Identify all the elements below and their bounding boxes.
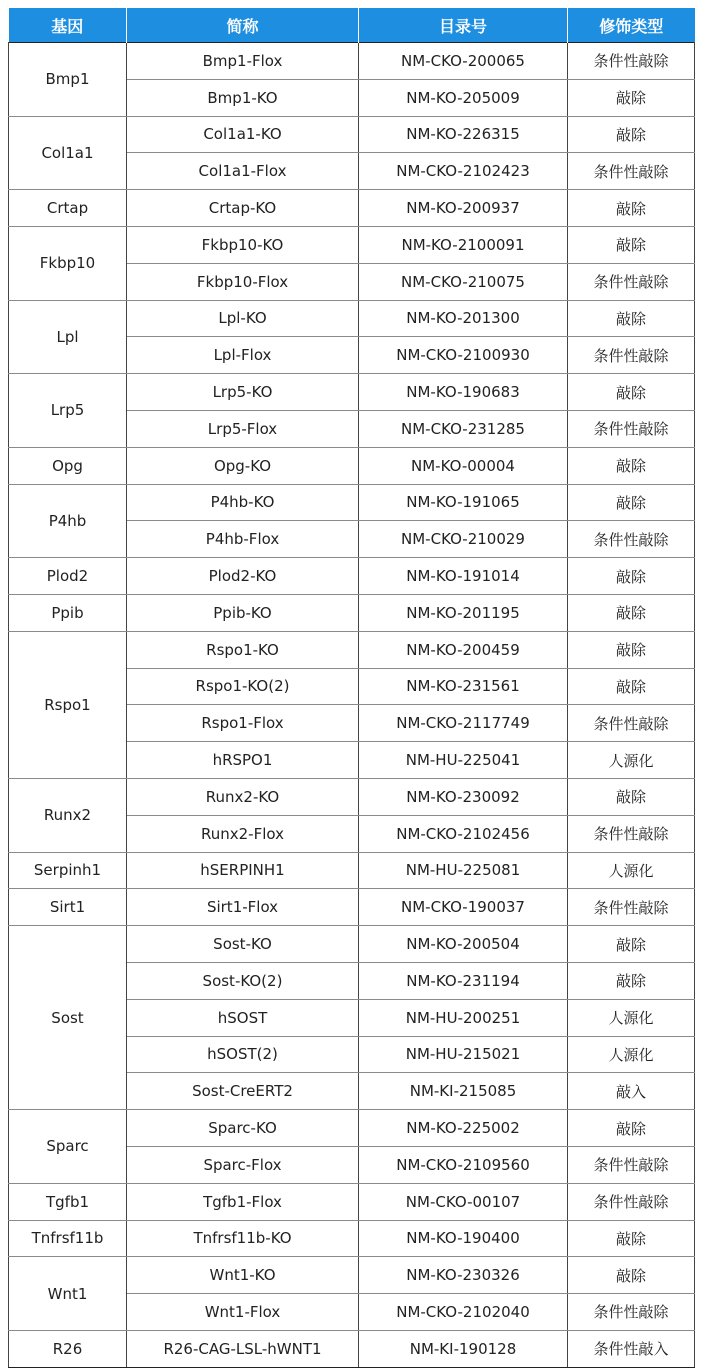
modification-type-cell: 敲除 <box>568 300 695 337</box>
gene-cell: Plod2 <box>9 558 127 595</box>
modification-type-cell: 敲除 <box>568 594 695 631</box>
table-row <box>9 778 695 815</box>
modification-type-cell: 人源化 <box>568 852 695 889</box>
modification-type-cell: 条件性敲除 <box>568 1146 695 1183</box>
modification-type-cell: 敲除 <box>568 79 695 116</box>
modification-type-cell: 条件性敲除 <box>568 889 695 926</box>
gene-cell: P4hb <box>9 484 127 558</box>
gene-cell: Sparc <box>9 1110 127 1184</box>
table-row <box>9 116 695 153</box>
catalog-number-cell: NM-KI-215085 <box>359 1073 568 1110</box>
table-row <box>9 1183 695 1220</box>
modification-type-cell: 条件性敲除 <box>568 337 695 374</box>
modification-type-cell: 人源化 <box>568 999 695 1036</box>
modification-type-cell: 敲除 <box>568 116 695 153</box>
table-row <box>9 558 695 595</box>
catalog-number-cell: NM-KO-200937 <box>359 190 568 227</box>
header-short-name: 简称 <box>127 8 359 43</box>
gene-cell: Runx2 <box>9 778 127 852</box>
gene-cell: Ppib <box>9 594 127 631</box>
modification-type-cell: 敲除 <box>568 668 695 705</box>
modification-type-cell: 条件性敲除 <box>568 705 695 742</box>
modification-type-cell: 敲除 <box>568 1110 695 1147</box>
short-name-cell: Opg-KO <box>127 447 359 484</box>
mouse-model-table <box>8 8 695 1368</box>
short-name-cell: Runx2-KO <box>127 778 359 815</box>
modification-type-cell: 条件性敲除 <box>568 43 695 80</box>
catalog-number-cell: NM-KO-230092 <box>359 778 568 815</box>
catalog-number-cell: NM-KO-201300 <box>359 300 568 337</box>
gene-cell: R26 <box>9 1330 127 1367</box>
short-name-cell: Wnt1-Flox <box>127 1294 359 1331</box>
catalog-number-cell: NM-CKO-231285 <box>359 410 568 447</box>
short-name-cell: Fkbp10-KO <box>127 226 359 263</box>
modification-type-cell: 敲除 <box>568 1220 695 1257</box>
catalog-number-cell: NM-KO-230326 <box>359 1257 568 1294</box>
gene-cell: Col1a1 <box>9 116 127 190</box>
modification-type-cell: 人源化 <box>568 1036 695 1073</box>
modification-type-cell: 敲除 <box>568 558 695 595</box>
catalog-number-cell: NM-CKO-200065 <box>359 43 568 80</box>
catalog-number-cell: NM-CKO-210075 <box>359 263 568 300</box>
gene-cell: Rspo1 <box>9 631 127 778</box>
catalog-number-cell: NM-CKO-2117749 <box>359 705 568 742</box>
modification-type-cell: 条件性敲除 <box>568 521 695 558</box>
catalog-number-cell: NM-KO-226315 <box>359 116 568 153</box>
catalog-number-cell: NM-KO-2100091 <box>359 226 568 263</box>
gene-cell: Bmp1 <box>9 43 127 117</box>
catalog-number-cell: NM-KO-205009 <box>359 79 568 116</box>
table-row <box>9 1257 695 1294</box>
modification-type-cell: 敲除 <box>568 447 695 484</box>
catalog-number-cell: NM-KO-231561 <box>359 668 568 705</box>
table-row <box>9 1220 695 1257</box>
short-name-cell: R26-CAG-LSL-hWNT1 <box>127 1330 359 1367</box>
table-row <box>9 484 695 521</box>
modification-type-cell: 条件性敲除 <box>568 1183 695 1220</box>
catalog-number-cell: NM-CKO-2102423 <box>359 153 568 190</box>
short-name-cell: Tnfrsf11b-KO <box>127 1220 359 1257</box>
short-name-cell: Col1a1-KO <box>127 116 359 153</box>
short-name-cell: Col1a1-Flox <box>127 153 359 190</box>
gene-cell: Fkbp10 <box>9 226 127 300</box>
modification-type-cell: 条件性敲除 <box>568 263 695 300</box>
short-name-cell: Sparc-KO <box>127 1110 359 1147</box>
table-row <box>9 889 695 926</box>
table-row <box>9 594 695 631</box>
short-name-cell: Plod2-KO <box>127 558 359 595</box>
catalog-number-cell: NM-KO-00004 <box>359 447 568 484</box>
gene-cell: Lrp5 <box>9 374 127 448</box>
short-name-cell: Wnt1-KO <box>127 1257 359 1294</box>
short-name-cell: Sost-CreERT2 <box>127 1073 359 1110</box>
short-name-cell: Bmp1-KO <box>127 79 359 116</box>
short-name-cell: Crtap-KO <box>127 190 359 227</box>
modification-type-cell: 敲除 <box>568 484 695 521</box>
short-name-cell: hSOST(2) <box>127 1036 359 1073</box>
short-name-cell: Sost-KO(2) <box>127 962 359 999</box>
short-name-cell: Lpl-Flox <box>127 337 359 374</box>
gene-cell: Tgfb1 <box>9 1183 127 1220</box>
modification-type-cell: 敲除 <box>568 631 695 668</box>
modification-type-cell: 条件性敲除 <box>568 410 695 447</box>
short-name-cell: Lrp5-KO <box>127 374 359 411</box>
catalog-number-cell: NM-CKO-2102456 <box>359 815 568 852</box>
modification-type-cell: 敲除 <box>568 226 695 263</box>
table-row <box>9 1330 695 1367</box>
short-name-cell: Fkbp10-Flox <box>127 263 359 300</box>
modification-type-cell: 条件性敲除 <box>568 1294 695 1331</box>
header-modification-type: 修饰类型 <box>568 8 695 43</box>
gene-cell: Crtap <box>9 190 127 227</box>
gene-cell: Wnt1 <box>9 1257 127 1331</box>
mouse-model-table-container <box>8 8 695 1368</box>
catalog-number-cell: NM-KO-191014 <box>359 558 568 595</box>
gene-cell: Serpinh1 <box>9 852 127 889</box>
short-name-cell: Rspo1-KO <box>127 631 359 668</box>
short-name-cell: Sirt1-Flox <box>127 889 359 926</box>
catalog-number-cell: NM-CKO-190037 <box>359 889 568 926</box>
table-row <box>9 852 695 889</box>
short-name-cell: Sost-KO <box>127 926 359 963</box>
table-header-row <box>9 8 695 43</box>
gene-cell: Sost <box>9 926 127 1110</box>
short-name-cell: Sparc-Flox <box>127 1146 359 1183</box>
modification-type-cell: 敲入 <box>568 1073 695 1110</box>
catalog-number-cell: NM-KO-190400 <box>359 1220 568 1257</box>
catalog-number-cell: NM-HU-225041 <box>359 742 568 779</box>
catalog-number-cell: NM-KO-190683 <box>359 374 568 411</box>
short-name-cell: P4hb-KO <box>127 484 359 521</box>
gene-cell: Tnfrsf11b <box>9 1220 127 1257</box>
catalog-number-cell: NM-CKO-2109560 <box>359 1146 568 1183</box>
table-row <box>9 631 695 668</box>
catalog-number-cell: NM-KO-225002 <box>359 1110 568 1147</box>
modification-type-cell: 敲除 <box>568 962 695 999</box>
catalog-number-cell: NM-CKO-210029 <box>359 521 568 558</box>
catalog-number-cell: NM-CKO-2100930 <box>359 337 568 374</box>
modification-type-cell: 敲除 <box>568 778 695 815</box>
catalog-number-cell: NM-HU-200251 <box>359 999 568 1036</box>
catalog-number-cell: NM-CKO-00107 <box>359 1183 568 1220</box>
gene-cell: Opg <box>9 447 127 484</box>
table-row <box>9 300 695 337</box>
short-name-cell: Rspo1-Flox <box>127 705 359 742</box>
header-gene: 基因 <box>9 8 127 43</box>
table-row <box>9 43 695 80</box>
catalog-number-cell: NM-KO-200459 <box>359 631 568 668</box>
gene-cell: Lpl <box>9 300 127 374</box>
short-name-cell: Bmp1-Flox <box>127 43 359 80</box>
modification-type-cell: 条件性敲入 <box>568 1330 695 1367</box>
short-name-cell: Ppib-KO <box>127 594 359 631</box>
modification-type-cell: 人源化 <box>568 742 695 779</box>
modification-type-cell: 敲除 <box>568 1257 695 1294</box>
short-name-cell: Lrp5-Flox <box>127 410 359 447</box>
short-name-cell: hSOST <box>127 999 359 1036</box>
short-name-cell: hRSPO1 <box>127 742 359 779</box>
header-catalog-number: 目录号 <box>359 8 568 43</box>
catalog-number-cell: NM-KI-190128 <box>359 1330 568 1367</box>
catalog-number-cell: NM-KO-231194 <box>359 962 568 999</box>
table-row <box>9 926 695 963</box>
modification-type-cell: 敲除 <box>568 190 695 227</box>
table-row <box>9 1110 695 1147</box>
modification-type-cell: 条件性敲除 <box>568 153 695 190</box>
catalog-number-cell: NM-KO-191065 <box>359 484 568 521</box>
short-name-cell: Lpl-KO <box>127 300 359 337</box>
catalog-number-cell: NM-HU-215021 <box>359 1036 568 1073</box>
gene-cell: Sirt1 <box>9 889 127 926</box>
catalog-number-cell: NM-KO-200504 <box>359 926 568 963</box>
catalog-number-cell: NM-HU-225081 <box>359 852 568 889</box>
catalog-number-cell: NM-CKO-2102040 <box>359 1294 568 1331</box>
modification-type-cell: 敲除 <box>568 926 695 963</box>
table-row <box>9 374 695 411</box>
catalog-number-cell: NM-KO-201195 <box>359 594 568 631</box>
table-row <box>9 190 695 227</box>
modification-type-cell: 条件性敲除 <box>568 815 695 852</box>
modification-type-cell: 敲除 <box>568 374 695 411</box>
short-name-cell: Rspo1-KO(2) <box>127 668 359 705</box>
short-name-cell: Runx2-Flox <box>127 815 359 852</box>
table-row <box>9 226 695 263</box>
table-body <box>9 43 695 1368</box>
table-row <box>9 447 695 484</box>
short-name-cell: hSERPINH1 <box>127 852 359 889</box>
short-name-cell: P4hb-Flox <box>127 521 359 558</box>
short-name-cell: Tgfb1-Flox <box>127 1183 359 1220</box>
